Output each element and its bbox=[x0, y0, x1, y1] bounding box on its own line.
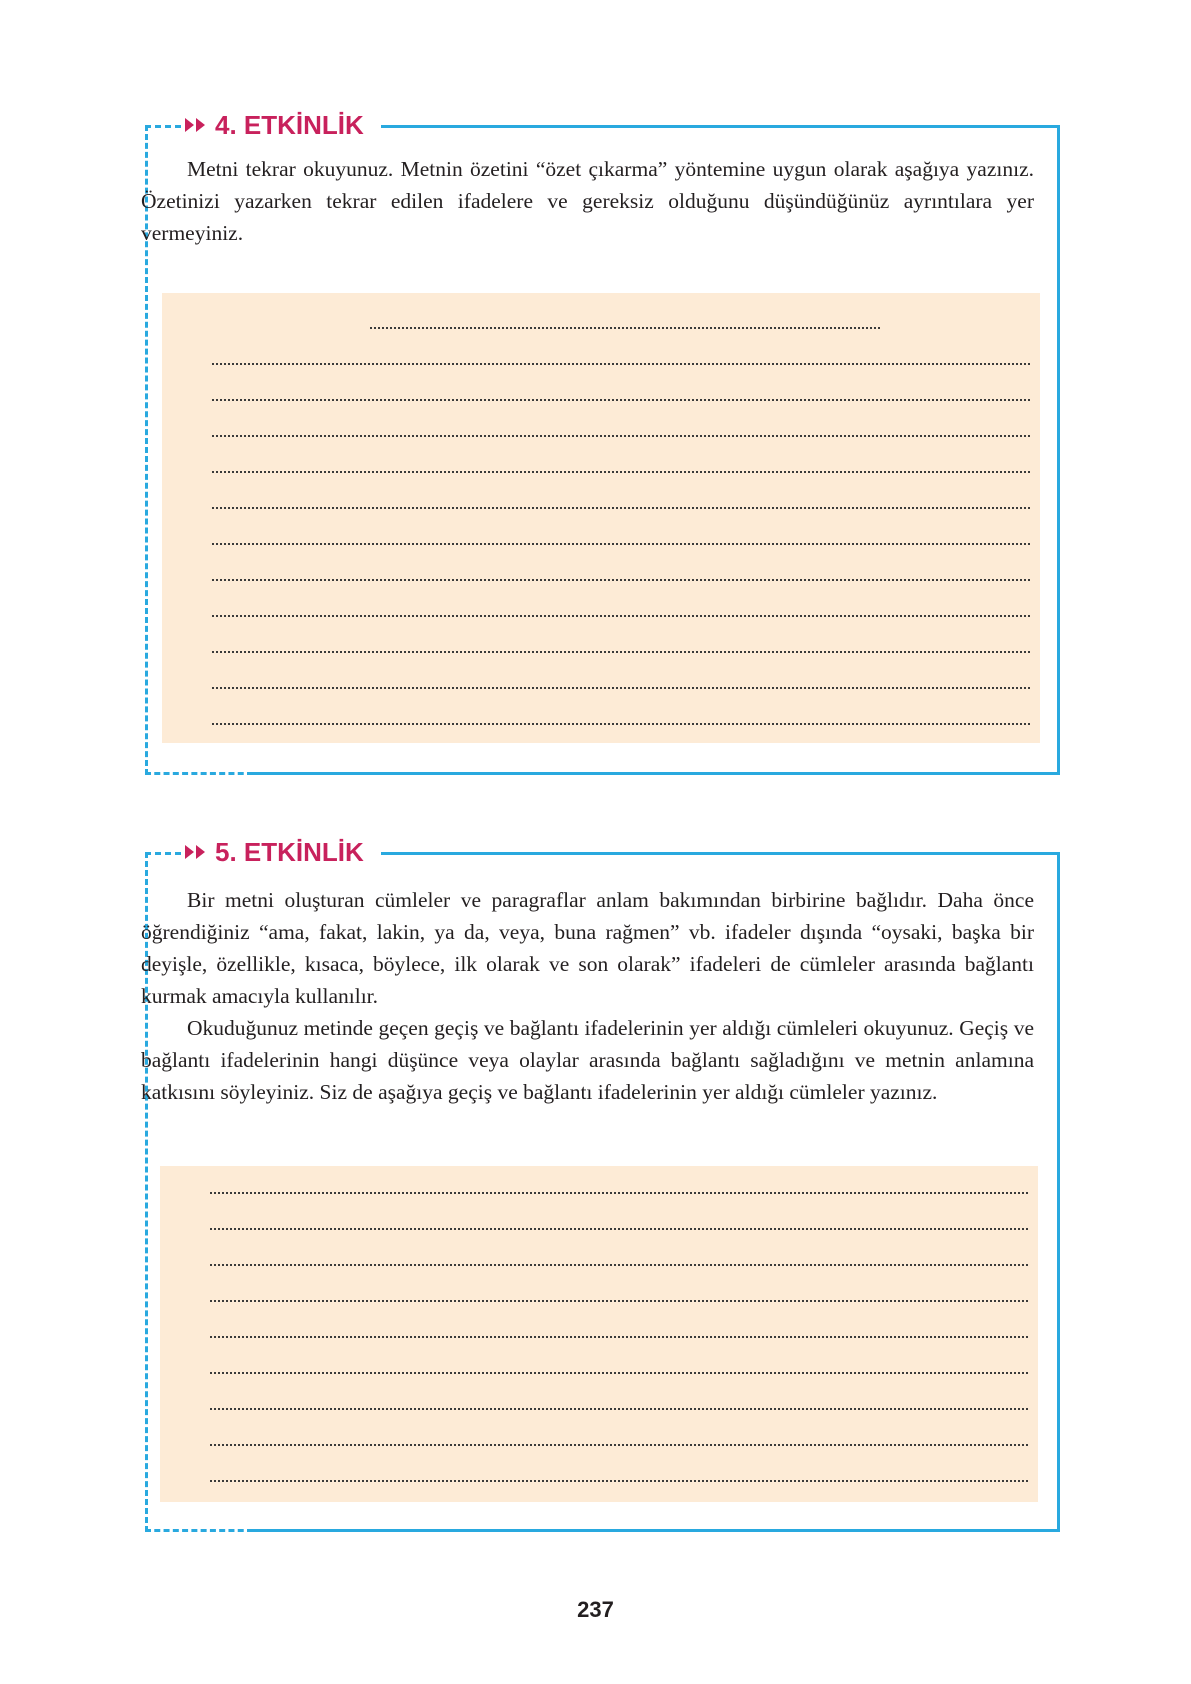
answer-area[interactable] bbox=[160, 1166, 1038, 1502]
frame-solid-bottom bbox=[253, 772, 383, 775]
answer-line[interactable] bbox=[212, 399, 1030, 401]
activity-4 bbox=[141, 110, 1060, 775]
answer-line[interactable] bbox=[212, 471, 1030, 473]
page-number: 237 bbox=[577, 1597, 614, 1622]
frame-dashed-top bbox=[145, 125, 181, 128]
activity-title-text: 5. ETKİNLİK bbox=[215, 837, 364, 867]
activity-instructions bbox=[141, 153, 1034, 249]
activity-title bbox=[183, 836, 368, 868]
answer-line[interactable] bbox=[212, 435, 1030, 437]
answer-area[interactable] bbox=[162, 293, 1040, 743]
double-play-arrows-icon bbox=[185, 844, 207, 860]
answer-line[interactable] bbox=[210, 1228, 1028, 1230]
answer-line[interactable] bbox=[210, 1264, 1028, 1266]
answer-line[interactable] bbox=[212, 723, 1030, 725]
instruction-paragraph: Metni tekrar okuyunuz. Metnin özetini “özet çıkarma” yöntemine uygun olarak aşağıya yazınız. Özetinizi yazarken tekrar edilen ifadelere ve gereksiz olduğunu düşündüğünüz ayrıntılara yer vermeyiniz. bbox=[141, 157, 1034, 245]
double-play-arrows-icon bbox=[185, 117, 207, 133]
answer-line[interactable] bbox=[210, 1480, 1028, 1482]
activity-instructions bbox=[141, 884, 1034, 1108]
answer-line[interactable] bbox=[212, 687, 1030, 689]
answer-line[interactable] bbox=[212, 543, 1030, 545]
answer-line[interactable] bbox=[212, 579, 1030, 581]
answer-line[interactable] bbox=[210, 1408, 1028, 1410]
instruction-paragraph: Okuduğunuz metinde geçen geçiş ve bağlantı ifadelerinin yer aldığı cümleleri okuyunuz. Geçiş ve bağlantı ifadelerinin hangi düşünce veya olaylar arasında bağlantı sağladığını ve metnin anlamına katkısını söyleyiniz. Siz de aşağıya geçiş ve bağlantı ifadelerinin yer aldığı cümleler yazınız. bbox=[141, 1016, 1034, 1104]
answer-line[interactable] bbox=[212, 507, 1030, 509]
activity-title-text: 4. ETKİNLİK bbox=[215, 110, 364, 140]
activity-title bbox=[183, 109, 368, 141]
answer-line[interactable] bbox=[210, 1192, 1028, 1194]
answer-line[interactable] bbox=[210, 1336, 1028, 1338]
title-answer-line[interactable] bbox=[370, 327, 880, 329]
answer-line[interactable] bbox=[212, 651, 1030, 653]
answer-line[interactable] bbox=[212, 363, 1030, 365]
answer-line[interactable] bbox=[210, 1300, 1028, 1302]
frame-dashed-bottom bbox=[145, 1529, 253, 1532]
instruction-paragraph: Bir metni oluşturan cümleler ve paragraflar anlam bakımından birbirine bağlıdır. Daha önce öğrendiğiniz “ama, fakat, lakin, ya da, veya, buna rağmen” vb. ifadeler dışında “oysaki, başka bir deyişle, özellikle, kısaca, böylece, ilk olarak ve son olarak” ifadeleri de cümleler arasında bağlantı kurmak amacıyla kullanılır. bbox=[141, 888, 1034, 1008]
frame-dashed-bottom bbox=[145, 772, 253, 775]
answer-line[interactable] bbox=[210, 1372, 1028, 1374]
frame-solid-bottom bbox=[253, 1529, 383, 1532]
answer-line[interactable] bbox=[212, 615, 1030, 617]
answer-line[interactable] bbox=[210, 1444, 1028, 1446]
frame-dashed-top bbox=[145, 852, 181, 855]
activity-5 bbox=[141, 837, 1060, 1532]
